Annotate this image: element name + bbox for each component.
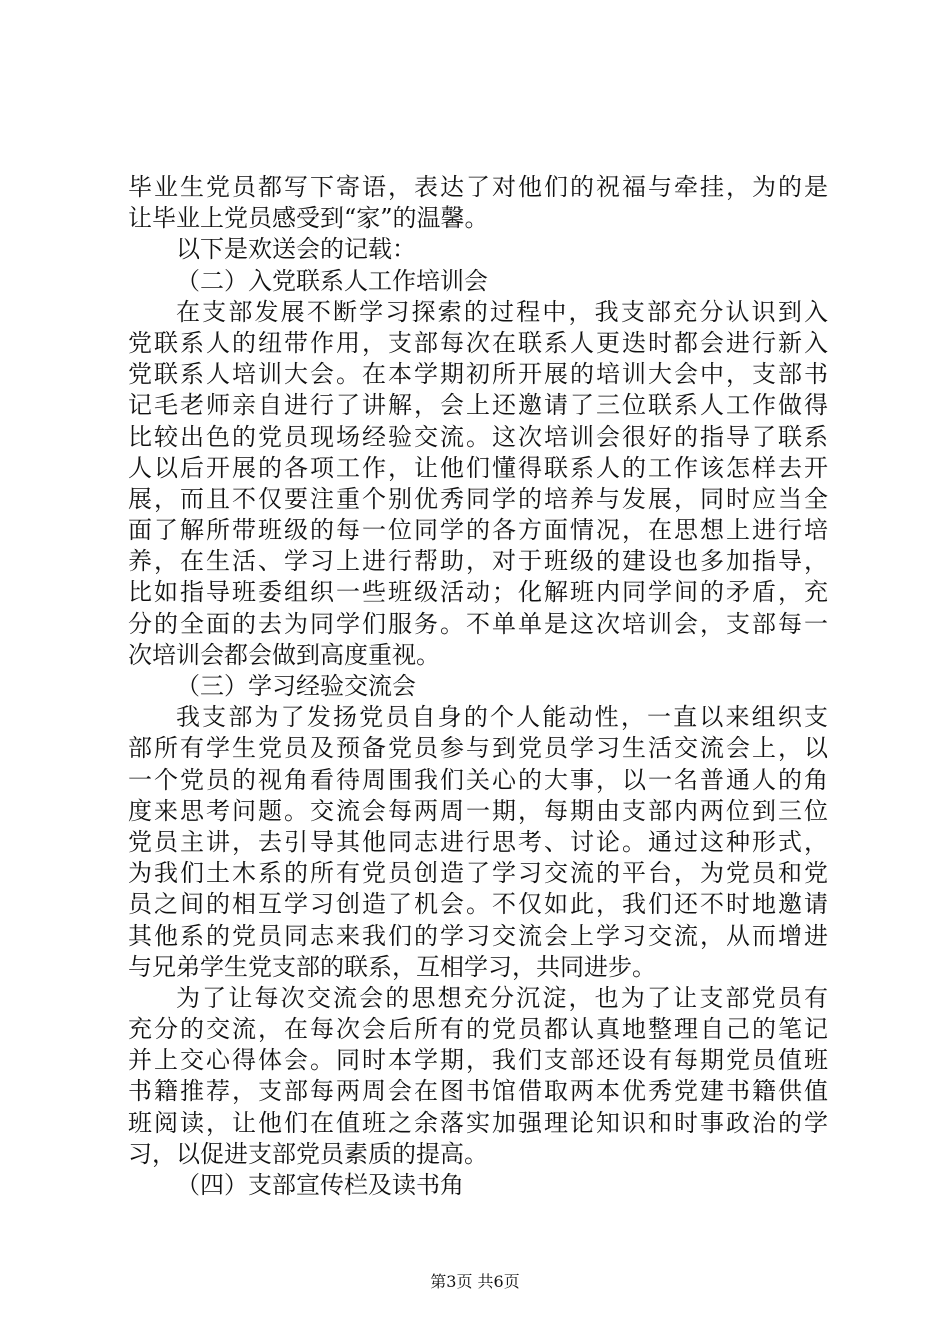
text-line: 度来思考问题。交流会每两周一期，每期由支部内两位到三位 — [128, 796, 828, 825]
text-line: 展，而且不仅要注重个别优秀同学的培养与发展，同时应当全 — [128, 484, 828, 513]
text-line: 以下是欢送会的记载： — [176, 235, 416, 264]
text-line: 部所有学生党员及预备党员参与到党员学习生活交流会上，以 — [128, 734, 828, 763]
page-footer: 第3页 共6页 — [430, 1272, 520, 1291]
text-line: 与兄弟学生党支部的联系，互相学习，共同进步。 — [128, 952, 656, 981]
text-line: 书籍推荐，支部每两周会在图书馆借取两本优秀党建书籍供值 — [128, 1077, 828, 1106]
text-line: 在支部发展不断学习探索的过程中，我支部充分认识到入 — [176, 297, 828, 326]
text-line: （三）学习经验交流会 — [176, 672, 416, 700]
text-line: 党联系人的纽带作用，支部每次在联系人更迭时都会进行新入 — [128, 328, 828, 357]
text-line: 面了解所带班级的每一位同学的各方面情况，在思想上进行培 — [128, 516, 828, 545]
text-line: 记毛老师亲自进行了讲解，会上还邀请了三位联系人工作做得 — [128, 391, 828, 420]
text-line: 其他系的党员同志来我们的学习交流会上学习交流，从而增进 — [128, 921, 828, 950]
text-line: 党员主讲，去引导其他同志进行思考、讨论。通过这种形式， — [128, 827, 828, 856]
text-line: 一个党员的视角看待周围我们关心的大事，以一名普通人的角 — [128, 765, 828, 794]
document-body — [128, 172, 828, 1201]
text-line: 毕业生党员都写下寄语，表达了对他们的祝福与牵挂，为的是 — [128, 173, 828, 201]
text-line: 次培训会都会做到高度重视。 — [128, 640, 440, 669]
text-line: 班阅读，让他们在值班之余落实加强理论知识和时事政治的学 — [128, 1108, 828, 1137]
text-line: 为了让每次交流会的思想充分沉淀，也为了让支部党员有 — [176, 983, 828, 1012]
text-line: （二）入党联系人工作培训会 — [176, 266, 488, 295]
text-line: 比如指导班委组织一些班级活动；化解班内同学间的矛盾，充 — [128, 578, 828, 607]
text-line: 党联系人培训大会。在本学期初所开展的培训大会中，支部书 — [128, 360, 828, 389]
text-line: 养，在生活、学习上进行帮助，对于班级的建设也多加指导， — [128, 547, 828, 576]
text-line: 比较出色的党员现场经验交流。这次培训会很好的指导了联系 — [128, 422, 828, 451]
text-line: 充分的交流，在每次会后所有的党员都认真地整理自己的笔记 — [128, 1015, 828, 1044]
text-line: 人以后开展的各项工作，让他们懂得联系人的工作该怎样去开 — [128, 453, 828, 482]
text-line: 习，以促进支部党员素质的提高。 — [128, 1139, 488, 1168]
text-line: 让毕业上党员感受到“家”的温馨。 — [128, 204, 489, 233]
text-line: 我支部为了发扬党员自身的个人能动性，一直以来组织支 — [176, 703, 828, 732]
text-line: 员之间的相互学习创造了机会。不仅如此，我们还不时地邀请 — [128, 890, 828, 919]
text-line: 分的全面的去为同学们服务。不单单是这次培训会，支部每一 — [128, 609, 828, 638]
text-line: （四）支部宣传栏及读书角 — [176, 1171, 464, 1199]
text-line: 并上交心得体会。同时本学期，我们支部还设有每期党员值班 — [128, 1046, 828, 1075]
text-line: 为我们土木系的所有党员创造了学习交流的平台，为党员和党 — [128, 859, 828, 888]
